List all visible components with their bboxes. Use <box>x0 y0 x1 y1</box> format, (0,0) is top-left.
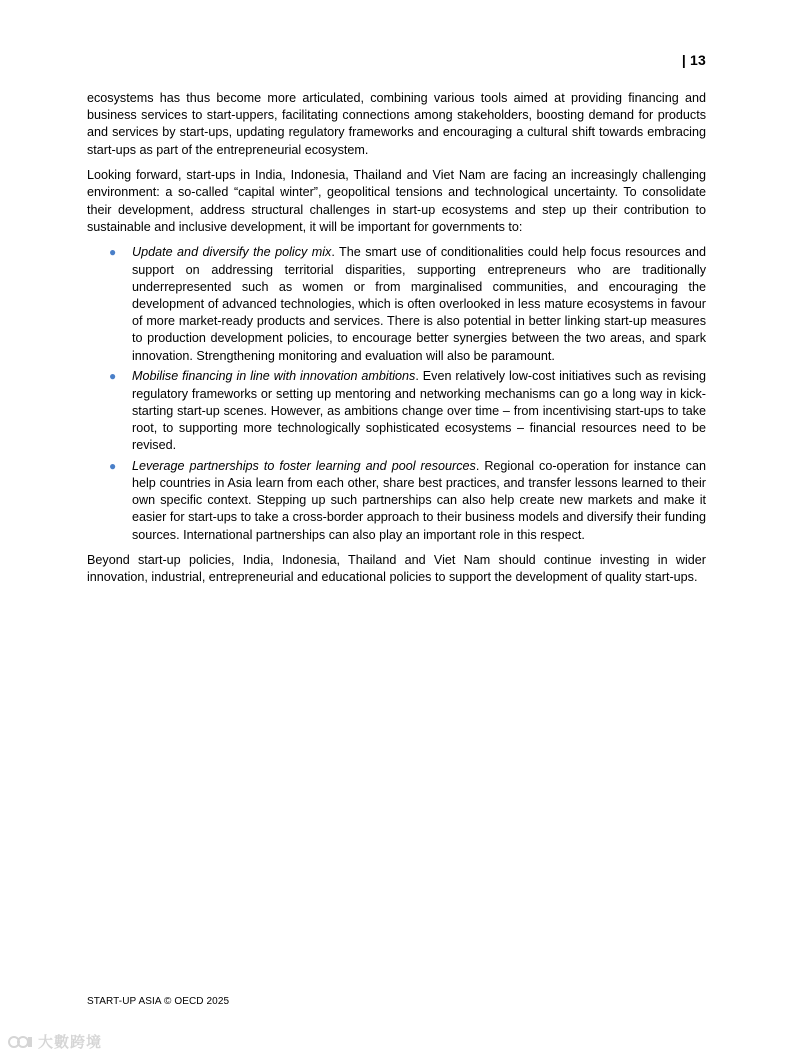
page-number: | 13 <box>681 52 706 68</box>
bullet-lead: Leverage partnerships to foster learning and pool resources <box>132 458 476 473</box>
list-item <box>87 244 706 364</box>
list-item <box>87 458 706 544</box>
paragraph-intro: ecosystems has thus become more articulated, combining various tools aimed at providing financing and business services to start-uppers, facilitating connections among stakeholders, boosting demand for products and services by start-ups, updating regulatory frameworks and encouraging a cultural shift towards embracing start-ups as part of the entrepreneurial ecosystem. <box>87 91 706 157</box>
main-content <box>87 90 706 595</box>
brand-logo-icon <box>8 1033 34 1051</box>
bullet-text: . The smart use of conditionalities could help focus resources and support on addressing territorial disparities, supporting entrepreneurs who are traditionally underrepresented such as women or from marginalised communities, and encouraging the development of advanced technologies, which is often overlooked in less mature ecosystems in favour of more market-ready products and services. There is also potential in better linking start-up measures to production development policies, to encourage better synergies between the two areas, and spark innovation. Strengthening monitoring and evaluation will also be paramount. <box>132 245 706 363</box>
bullet-icon: ● <box>109 458 117 473</box>
watermark-text: 大數跨境 <box>38 1034 103 1051</box>
paragraph-looking-forward: Looking forward, start-ups in India, Indonesia, Thailand and Viet Nam are facing an increasingly challenging environment: a so-called “capital winter”, geopolitical tensions and technological uncertainty. To consolidate their development, address structural challenges in start-up ecosystems and step up their contribution to sustainable and inclusive development, it will be important for governments to: <box>87 168 706 234</box>
paragraph-conclusion: Beyond start-up policies, India, Indonesia, Thailand and Viet Nam should continue investing in wider innovation, industrial, entrepreneurial and educational policies to support the development of quality start-ups. <box>87 552 706 585</box>
bullet-lead: Update and diversify the policy mix <box>132 245 332 260</box>
bullet-text: . Even relatively low-cost initiatives such as revising regulatory frameworks or setting up mentoring and networking mechanisms can go a long way in kick-starting start-up scenes. However, as ambitions change over time – from incentivising start-ups to take root, to supporting more technologically sophisticated ecosystems – financial resources need to be revised. <box>132 369 707 453</box>
bullet-lead: Mobilise financing in line with innovation ambitions <box>132 369 416 384</box>
list-item <box>87 368 706 454</box>
bullet-icon: ● <box>109 369 117 384</box>
recommendations-list <box>87 244 706 543</box>
bullet-text: . Regional co-operation for instance can help countries in Asia learn from each other, share best practices, and transfer lessons learned to their own specific context. Stepping up such partnerships can also help create new markets and make it easier for start-ups to take a cross-border approach to their business models and diversify their funding sources. International partnerships can also play an important role in this respect. <box>132 458 706 542</box>
footer-copyright: START-UP ASIA © OECD 2025 <box>87 996 230 1007</box>
bullet-icon: ● <box>109 245 117 260</box>
watermark <box>8 1031 102 1052</box>
